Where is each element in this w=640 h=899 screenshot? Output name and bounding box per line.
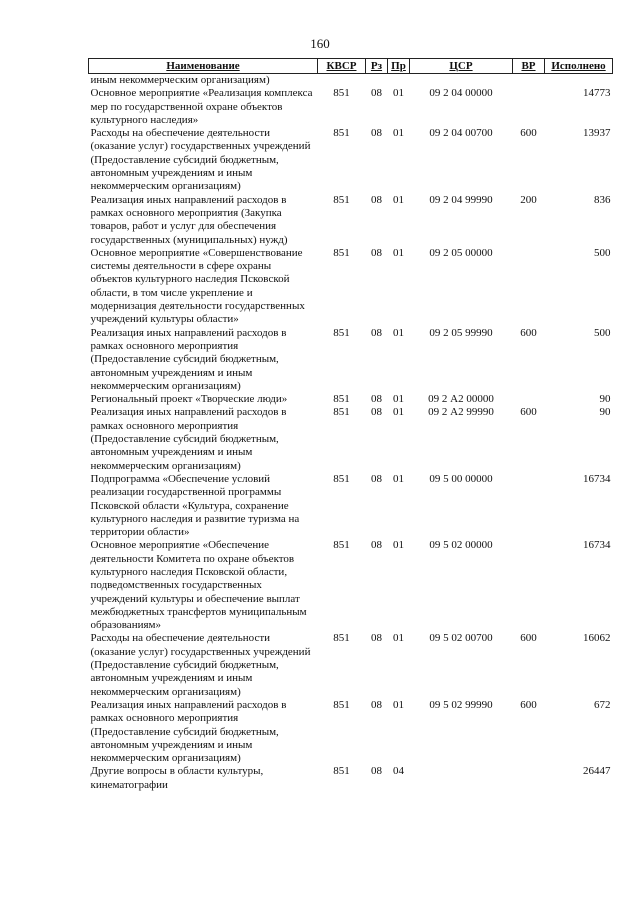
cell-kvsr: 851 (333, 87, 350, 100)
cell-csr: 09 2 04 00700 (429, 127, 493, 140)
table-header-row (89, 59, 613, 74)
cell-pr: 01 (393, 539, 404, 552)
cell-vr (513, 247, 545, 327)
cell-kvsr: 851 (333, 246, 350, 259)
cell-name: Реализация иных направлений расходов в рамках основного мероприятия (Предоставление субсидий бюджетным, автономным учреждениям и иным некоммерческим организациям) (90, 698, 287, 765)
cell-amount: 836 (594, 193, 611, 206)
cell-csr (410, 74, 513, 88)
table-row (89, 699, 613, 765)
cell-vr (513, 87, 545, 127)
cell-pr: 01 (393, 393, 404, 406)
cell-vr: 600 (520, 326, 537, 339)
page-number: 160 (310, 36, 330, 51)
cell-rz: 08 (371, 193, 382, 206)
table-row (89, 393, 613, 406)
table-row (89, 127, 613, 193)
cell-kvsr: 851 (333, 765, 350, 778)
cell-vr: 200 (520, 193, 537, 206)
cell-pr: 01 (393, 632, 404, 645)
table-row (89, 473, 613, 539)
cell-rz: 08 (371, 632, 382, 645)
cell-rz: 08 (371, 406, 382, 419)
cell-csr: 09 5 02 99990 (429, 698, 493, 711)
cell-kvsr: 851 (333, 127, 350, 140)
table-row (89, 194, 613, 247)
cell-rz: 08 (371, 87, 382, 100)
cell-rz: 08 (371, 393, 382, 406)
cell-name: Подпрограмма «Обеспечение условий реализации государственной программы Псковской области «Культура, сохранение культурного наследия и развитие туризма на территории области» (90, 472, 300, 539)
cell-rz: 08 (371, 539, 382, 552)
header-vr: ВР (513, 59, 545, 74)
cell-amount (545, 74, 613, 88)
cell-vr (513, 393, 545, 406)
cell-vr (513, 539, 545, 632)
header-rz: Рз (366, 59, 388, 74)
cell-rz: 08 (371, 472, 382, 485)
cell-amount: 26447 (583, 765, 611, 778)
cell-csr: 09 5 02 00000 (429, 539, 493, 552)
cell-csr: 09 2 05 99990 (429, 326, 493, 339)
cell-amount: 16734 (583, 472, 611, 485)
cell-vr (513, 765, 545, 792)
cell-name: Реализация иных направлений расходов в рамках основного мероприятия (Закупка товаров, работ и услуг для обеспечения государственных (муниципальных) нужд) (90, 193, 288, 246)
table-row (89, 765, 613, 792)
cell-name: Основное мероприятие «Реализация комплекса мер по государственной охране объектов культурного наследия» (90, 87, 313, 126)
cell-rz: 08 (371, 698, 382, 711)
cell-kvsr: 851 (333, 472, 350, 485)
cell-amount: 16734 (583, 539, 611, 552)
cell-amount: 90 (599, 393, 611, 406)
header-amount: Исполнено (545, 59, 613, 74)
cell-vr: 600 (520, 698, 537, 711)
table-row (89, 539, 613, 632)
cell-vr: 600 (520, 632, 537, 645)
cell-pr: 01 (393, 698, 404, 711)
cell-kvsr: 851 (333, 326, 350, 339)
cell-pr: 01 (393, 326, 404, 339)
cell-name: Расходы на обеспечение деятельности (оказание услуг) государственных учреждений (Предоставление субсидий бюджетным, автономным учреждениям и иным некоммерческим организациям) (90, 632, 311, 698)
cell-pr: 01 (393, 127, 404, 140)
cell-amount: 16062 (583, 632, 611, 645)
cell-vr: 600 (520, 127, 537, 140)
table-row (89, 327, 613, 393)
cell-name: Другие вопросы в области культуры, кинематографии (90, 765, 264, 791)
cell-pr (388, 74, 410, 88)
table-row (89, 74, 613, 88)
cell-kvsr: 851 (333, 406, 350, 419)
cell-csr: 09 2 А2 99990 (428, 406, 494, 419)
table-row (89, 247, 613, 327)
budget-table (88, 58, 613, 792)
cell-vr (513, 473, 545, 539)
cell-csr: 09 2 05 00000 (429, 246, 493, 259)
cell-name: Реализация иных направлений расходов в рамках основного мероприятия (Предоставление субсидий бюджетным, автономным учреждениям и иным некоммерческим организациям) (90, 326, 287, 392)
cell-name: Основное мероприятие «Совершенствование системы деятельности в сфере охраны объектов культурного наследия Псковской области, в том числе укрепление и модернизация деятельности государственных учреждений культуры области» (90, 246, 305, 326)
table-row (89, 87, 613, 127)
table-row (89, 406, 613, 472)
cell-name: Региональный проект «Творческие люди» (90, 393, 288, 406)
cell-vr (513, 74, 545, 88)
cell-rz (366, 74, 388, 88)
cell-amount: 90 (599, 406, 611, 419)
cell-amount: 500 (594, 326, 611, 339)
cell-csr: 09 2 04 00000 (429, 87, 493, 100)
cell-rz: 08 (371, 127, 382, 140)
header-csr: ЦСР (410, 59, 513, 74)
cell-pr: 01 (393, 246, 404, 259)
header-name: Наименование (89, 59, 318, 74)
cell-name: Реализация иных направлений расходов в рамках основного мероприятия (Предоставление субсидий бюджетным, автономным учреждениям и иным некоммерческим организациям) (90, 406, 287, 472)
cell-kvsr (318, 74, 366, 88)
cell-amount: 14773 (583, 87, 611, 100)
cell-amount: 672 (594, 698, 611, 711)
cell-rz: 08 (371, 765, 382, 778)
table-row (89, 632, 613, 698)
cell-kvsr: 851 (333, 698, 350, 711)
cell-csr: 09 5 02 00700 (429, 632, 493, 645)
cell-csr: 09 2 А2 00000 (428, 393, 494, 406)
cell-vr: 600 (520, 406, 537, 419)
cell-rz: 08 (371, 246, 382, 259)
cell-name: Расходы на обеспечение деятельности (оказание услуг) государственных учреждений (Предоставление субсидий бюджетным, автономным учреждениям и иным некоммерческим организациям) (90, 127, 311, 193)
cell-amount: 13937 (583, 127, 611, 140)
cell-kvsr: 851 (333, 193, 350, 206)
header-kvsr: КВСР (318, 59, 366, 74)
cell-pr: 01 (393, 87, 404, 100)
cell-csr (410, 765, 513, 792)
cell-csr: 09 5 00 00000 (429, 472, 493, 485)
cell-name: Основное мероприятие «Обеспечение деятельности Комитета по охране объектов культурного наследия Псковской области, подведомственных государственных учреждений культуры и обеспечение выплат межбюджетных трансфертов муниципальным образованиям» (90, 539, 307, 632)
cell-csr: 09 2 04 99990 (429, 193, 493, 206)
cell-rz: 08 (371, 326, 382, 339)
cell-pr: 04 (393, 765, 404, 778)
cell-kvsr: 851 (333, 393, 350, 406)
header-pr: Пр (388, 59, 410, 74)
cell-kvsr: 851 (333, 632, 350, 645)
cell-name: иным некоммерческим организациям) (90, 74, 270, 86)
cell-kvsr: 851 (333, 539, 350, 552)
cell-pr: 01 (393, 406, 404, 419)
cell-pr: 01 (393, 472, 404, 485)
cell-amount: 500 (594, 246, 611, 259)
cell-pr: 01 (393, 193, 404, 206)
